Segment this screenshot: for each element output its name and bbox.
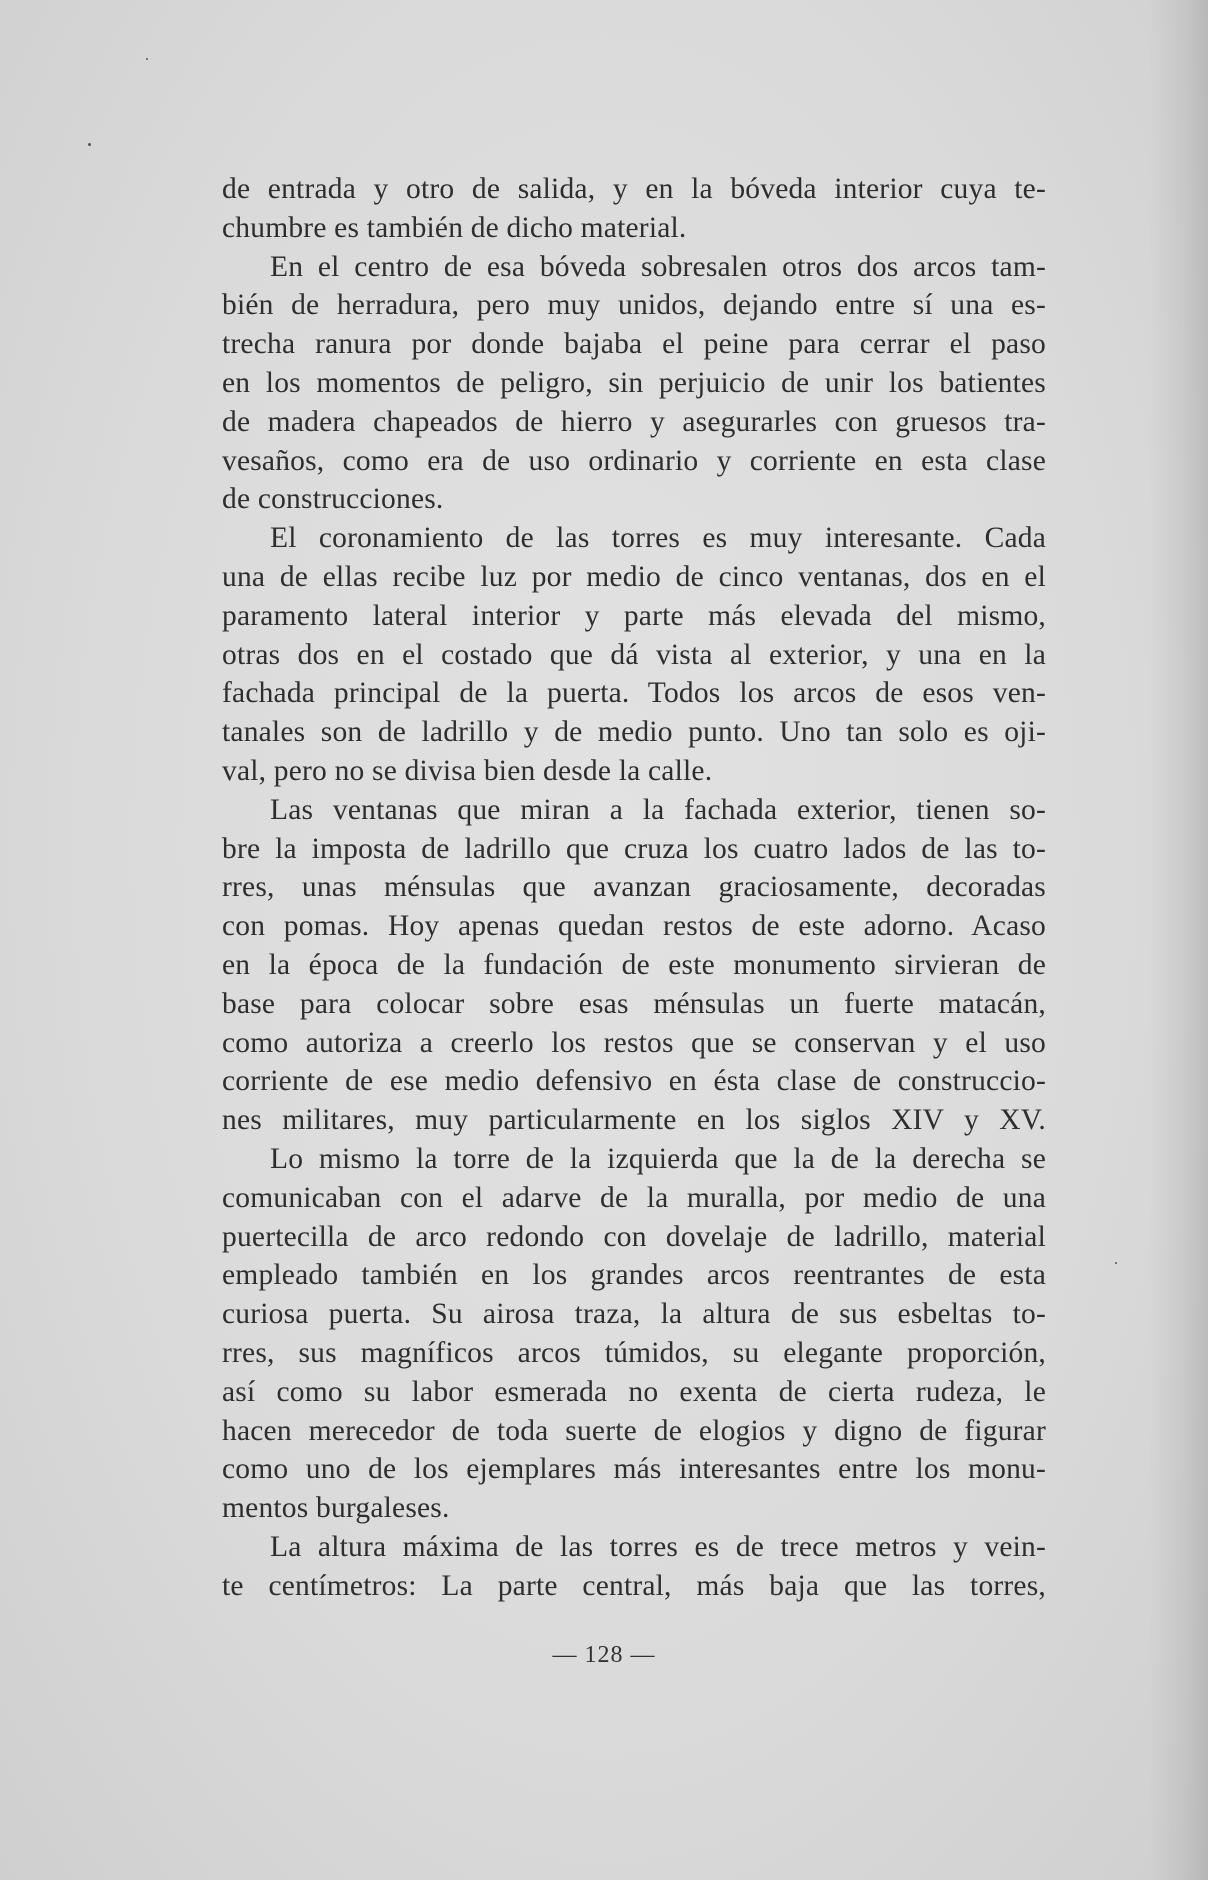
- text-line: fachada principal de la puerta. Todos los arcos de esos ven-: [222, 677, 1046, 710]
- text-line: corriente de ese medio defensivo en ésta clase de construccio-: [222, 1065, 1046, 1098]
- text-line: trecha ranura por donde bajaba el peine para cerrar el paso: [222, 328, 1046, 361]
- text-line: bre la imposta de ladrillo que cruza los cuatro lados de las to-: [222, 832, 1046, 865]
- text-line: hacen merecedor de toda suerte de elogios y digno de figurar: [222, 1414, 1046, 1447]
- text-line: te centímetros: La parte central, más baja que las torres,: [222, 1569, 1046, 1602]
- page-edge-shadow: [1148, 0, 1208, 1880]
- text-line: tanales son de ladrillo y de medio punto. Uno tan solo es oji-: [222, 716, 1046, 749]
- paper-speck: [88, 143, 91, 146]
- text-line: puertecilla de arco redondo con dovelaje de ladrillo, material: [222, 1220, 1046, 1253]
- text-line: rres, sus magníficos arcos túmidos, su elegante proporción,: [222, 1336, 1046, 1369]
- text-line: El coronamiento de las torres es muy interesante. Cada: [270, 522, 1046, 555]
- text-line: chumbre es también de dicho material.: [222, 211, 687, 244]
- text-line: en los momentos de peligro, sin perjuicio de unir los batientes: [222, 366, 1046, 399]
- text-line: como autoriza a creerlo los restos que se conservan y el uso: [222, 1026, 1046, 1059]
- text-line: bién de herradura, pero muy unidos, dejando entre sí una es-: [222, 289, 1046, 322]
- text-line: curiosa puerta. Su airosa traza, la altura de sus esbeltas to-: [222, 1298, 1046, 1331]
- text-line: una de ellas recibe luz por medio de cinco ventanas, dos en el: [222, 560, 1046, 593]
- text-line: vesaños, como era de uso ordinario y corriente en esta clase: [222, 444, 1046, 477]
- text-line: Lo mismo la torre de la izquierda que la de la derecha se: [270, 1142, 1046, 1175]
- text-line: en la época de la fundación de este monumento sirvieran de: [222, 948, 1046, 981]
- text-line: La altura máxima de las torres es de trece metros y vein-: [270, 1530, 1046, 1563]
- page-number: — 128 —: [552, 1642, 656, 1668]
- text-line: de entrada y otro de salida, y en la bóveda interior cuya te-: [222, 173, 1046, 205]
- text-line: En el centro de esa bóveda sobresalen otros dos arcos tam-: [270, 250, 1046, 283]
- text-line: con pomas. Hoy apenas quedan restos de este adorno. Acaso: [222, 910, 1046, 943]
- text-line: empleado también en los grandes arcos reentrantes de esta: [222, 1259, 1046, 1292]
- text-line: rres, unas ménsulas que avanzan graciosamente, decoradas: [222, 871, 1046, 904]
- body-text: [222, 170, 1046, 1605]
- text-line: de construcciones.: [222, 483, 444, 516]
- text-line: base para colocar sobre esas ménsulas un fuerte matacán,: [222, 987, 1046, 1020]
- paper-speck: [146, 58, 148, 60]
- text-line: mentos burgaleses.: [222, 1492, 450, 1525]
- text-line: nes militares, muy particularmente en los siglos XIV y XV.: [222, 1104, 1046, 1137]
- text-line: así como su labor esmerada no exenta de cierta rudeza, le: [222, 1375, 1046, 1408]
- text-line: comunicaban con el adarve de la muralla, por medio de una: [222, 1181, 1046, 1214]
- text-line: otras dos en el costado que dá vista al exterior, y una en la: [222, 638, 1046, 671]
- text-line: de madera chapeados de hierro y asegurarles con gruesos tra-: [222, 405, 1046, 438]
- text-line: paramento lateral interior y parte más elevada del mismo,: [222, 599, 1046, 632]
- text-line: val, pero no se divisa bien desde la calle.: [222, 754, 713, 787]
- text-line: como uno de los ejemplares más interesantes entre los monu-: [222, 1453, 1046, 1486]
- text-line: Las ventanas que miran a la fachada exterior, tienen so-: [270, 793, 1046, 826]
- paper-speck: [1115, 1262, 1117, 1264]
